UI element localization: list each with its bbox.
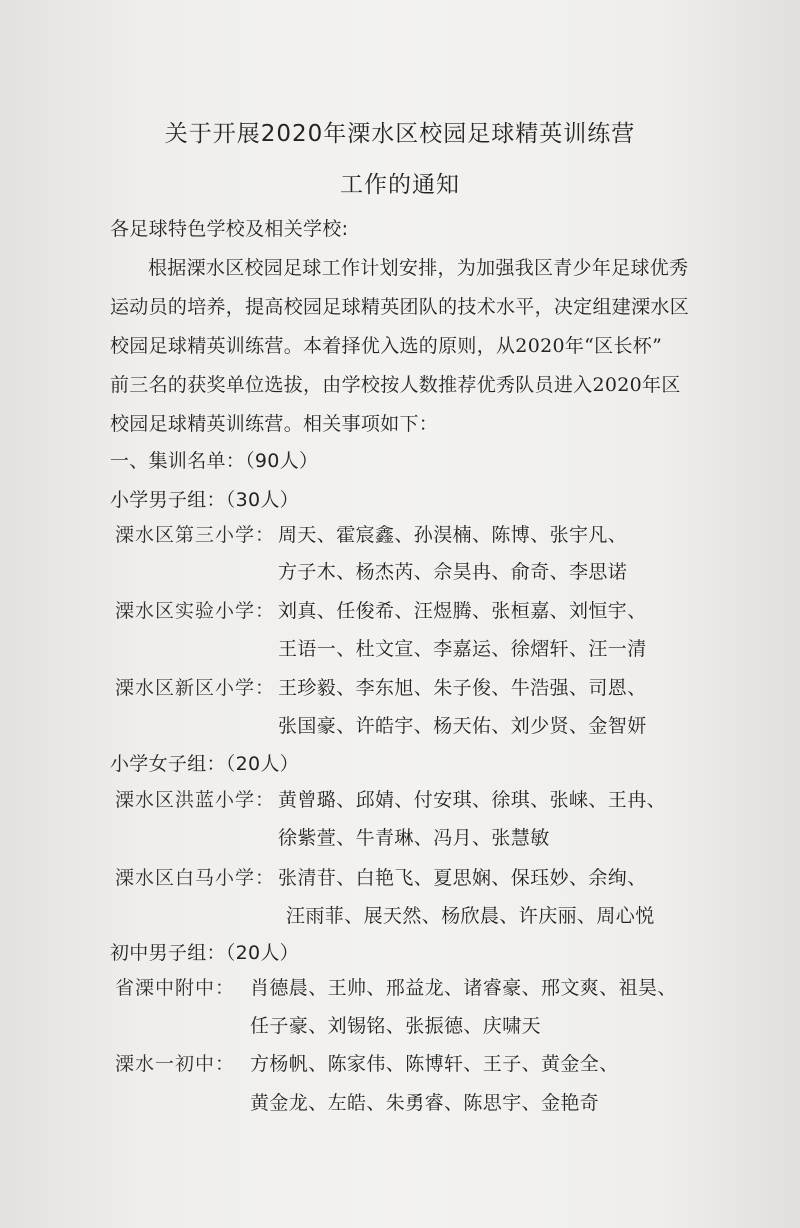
player-names: 任子豪、刘锡铭、张振德、庆啸天 xyxy=(250,1015,542,1037)
player-names: 张国豪、许皓宇、杨天佑、刘少贤、金智妍 xyxy=(278,715,647,737)
player-names: 刘真、任俊希、汪煜腾、张桓嘉、刘恒宇、 xyxy=(278,600,647,622)
player-names: 方子木、杨杰芮、佘昊冉、俞奇、李思诺 xyxy=(278,561,628,583)
player-names: 汪雨菲、展天然、杨欣晨、许庆丽、周心悦 xyxy=(286,905,655,927)
group-heading-middle-boys: 初中男子组：（20人） xyxy=(110,942,299,964)
body-line-1: 根据溧水区校园足球工作计划安排，为加强我区青少年足球优秀 xyxy=(148,257,689,279)
school-name: 溧水一初中： xyxy=(115,1053,236,1075)
salutation: 各足球特色学校及相关学校: xyxy=(110,218,349,240)
body-line-5: 校园足球精英训练营。相关事项如下： xyxy=(110,413,439,435)
player-names: 徐紫萱、牛青琳、冯月、张慧敏 xyxy=(278,827,550,849)
player-names: 王语一、杜文宣、李嘉运、徐熠轩、汪一清 xyxy=(278,638,647,660)
body-line-3: 校园足球精英训练营。本着择优入选的原则，从2020年“区长杯” xyxy=(110,335,663,357)
school-name: 溧水区白马小学： xyxy=(115,867,276,889)
player-names: 肖德晨、王帅、邢益龙、诸睿豪、邢文爽、祖昊、 xyxy=(250,977,677,999)
player-names: 黄金龙、左皓、朱勇睿、陈思宇、金艳奇 xyxy=(250,1092,600,1114)
body-line-4: 前三名的获奖单位选拔，由学校按人数推荐优秀队员进入2020年区 xyxy=(110,374,681,396)
group-heading-primary-boys: 小学男子组：（30人） xyxy=(110,489,299,511)
school-name: 溧水区洪蓝小学： xyxy=(115,789,276,811)
school-name: 溧水区第三小学： xyxy=(115,524,276,546)
player-names: 黄曾璐、邱婧、付安琪、徐琪、张崃、王冉、 xyxy=(278,789,667,811)
player-names: 张清苷、白艳飞、夏思娴、保珏妙、余绚、 xyxy=(278,867,647,889)
school-name: 省溧中附中： xyxy=(115,977,236,999)
section-heading-roster: 一、集训名单：（90人） xyxy=(110,450,319,472)
group-heading-primary-girls: 小学女子组：（20人） xyxy=(110,753,299,775)
body-line-2: 运动员的培养，提高校园足球精英团队的技术水平，决定组建溧水区 xyxy=(110,296,690,318)
player-names: 王珍毅、李东旭、朱子俊、牛浩强、司恩、 xyxy=(278,677,647,699)
player-names: 方杨帆、陈家伟、陈博轩、王子、黄金全、 xyxy=(250,1053,619,1075)
school-name: 溧水区实验小学： xyxy=(115,600,276,622)
school-name: 溧水区新区小学： xyxy=(115,677,276,699)
notice-title-line-2: 工作的通知 xyxy=(340,172,460,198)
player-names: 周天、霍宸鑫、孙淏楠、陈博、张宇凡、 xyxy=(278,524,628,546)
notice-title-line-1: 关于开展2020年溧水区校园足球精英训练营 xyxy=(164,121,636,147)
